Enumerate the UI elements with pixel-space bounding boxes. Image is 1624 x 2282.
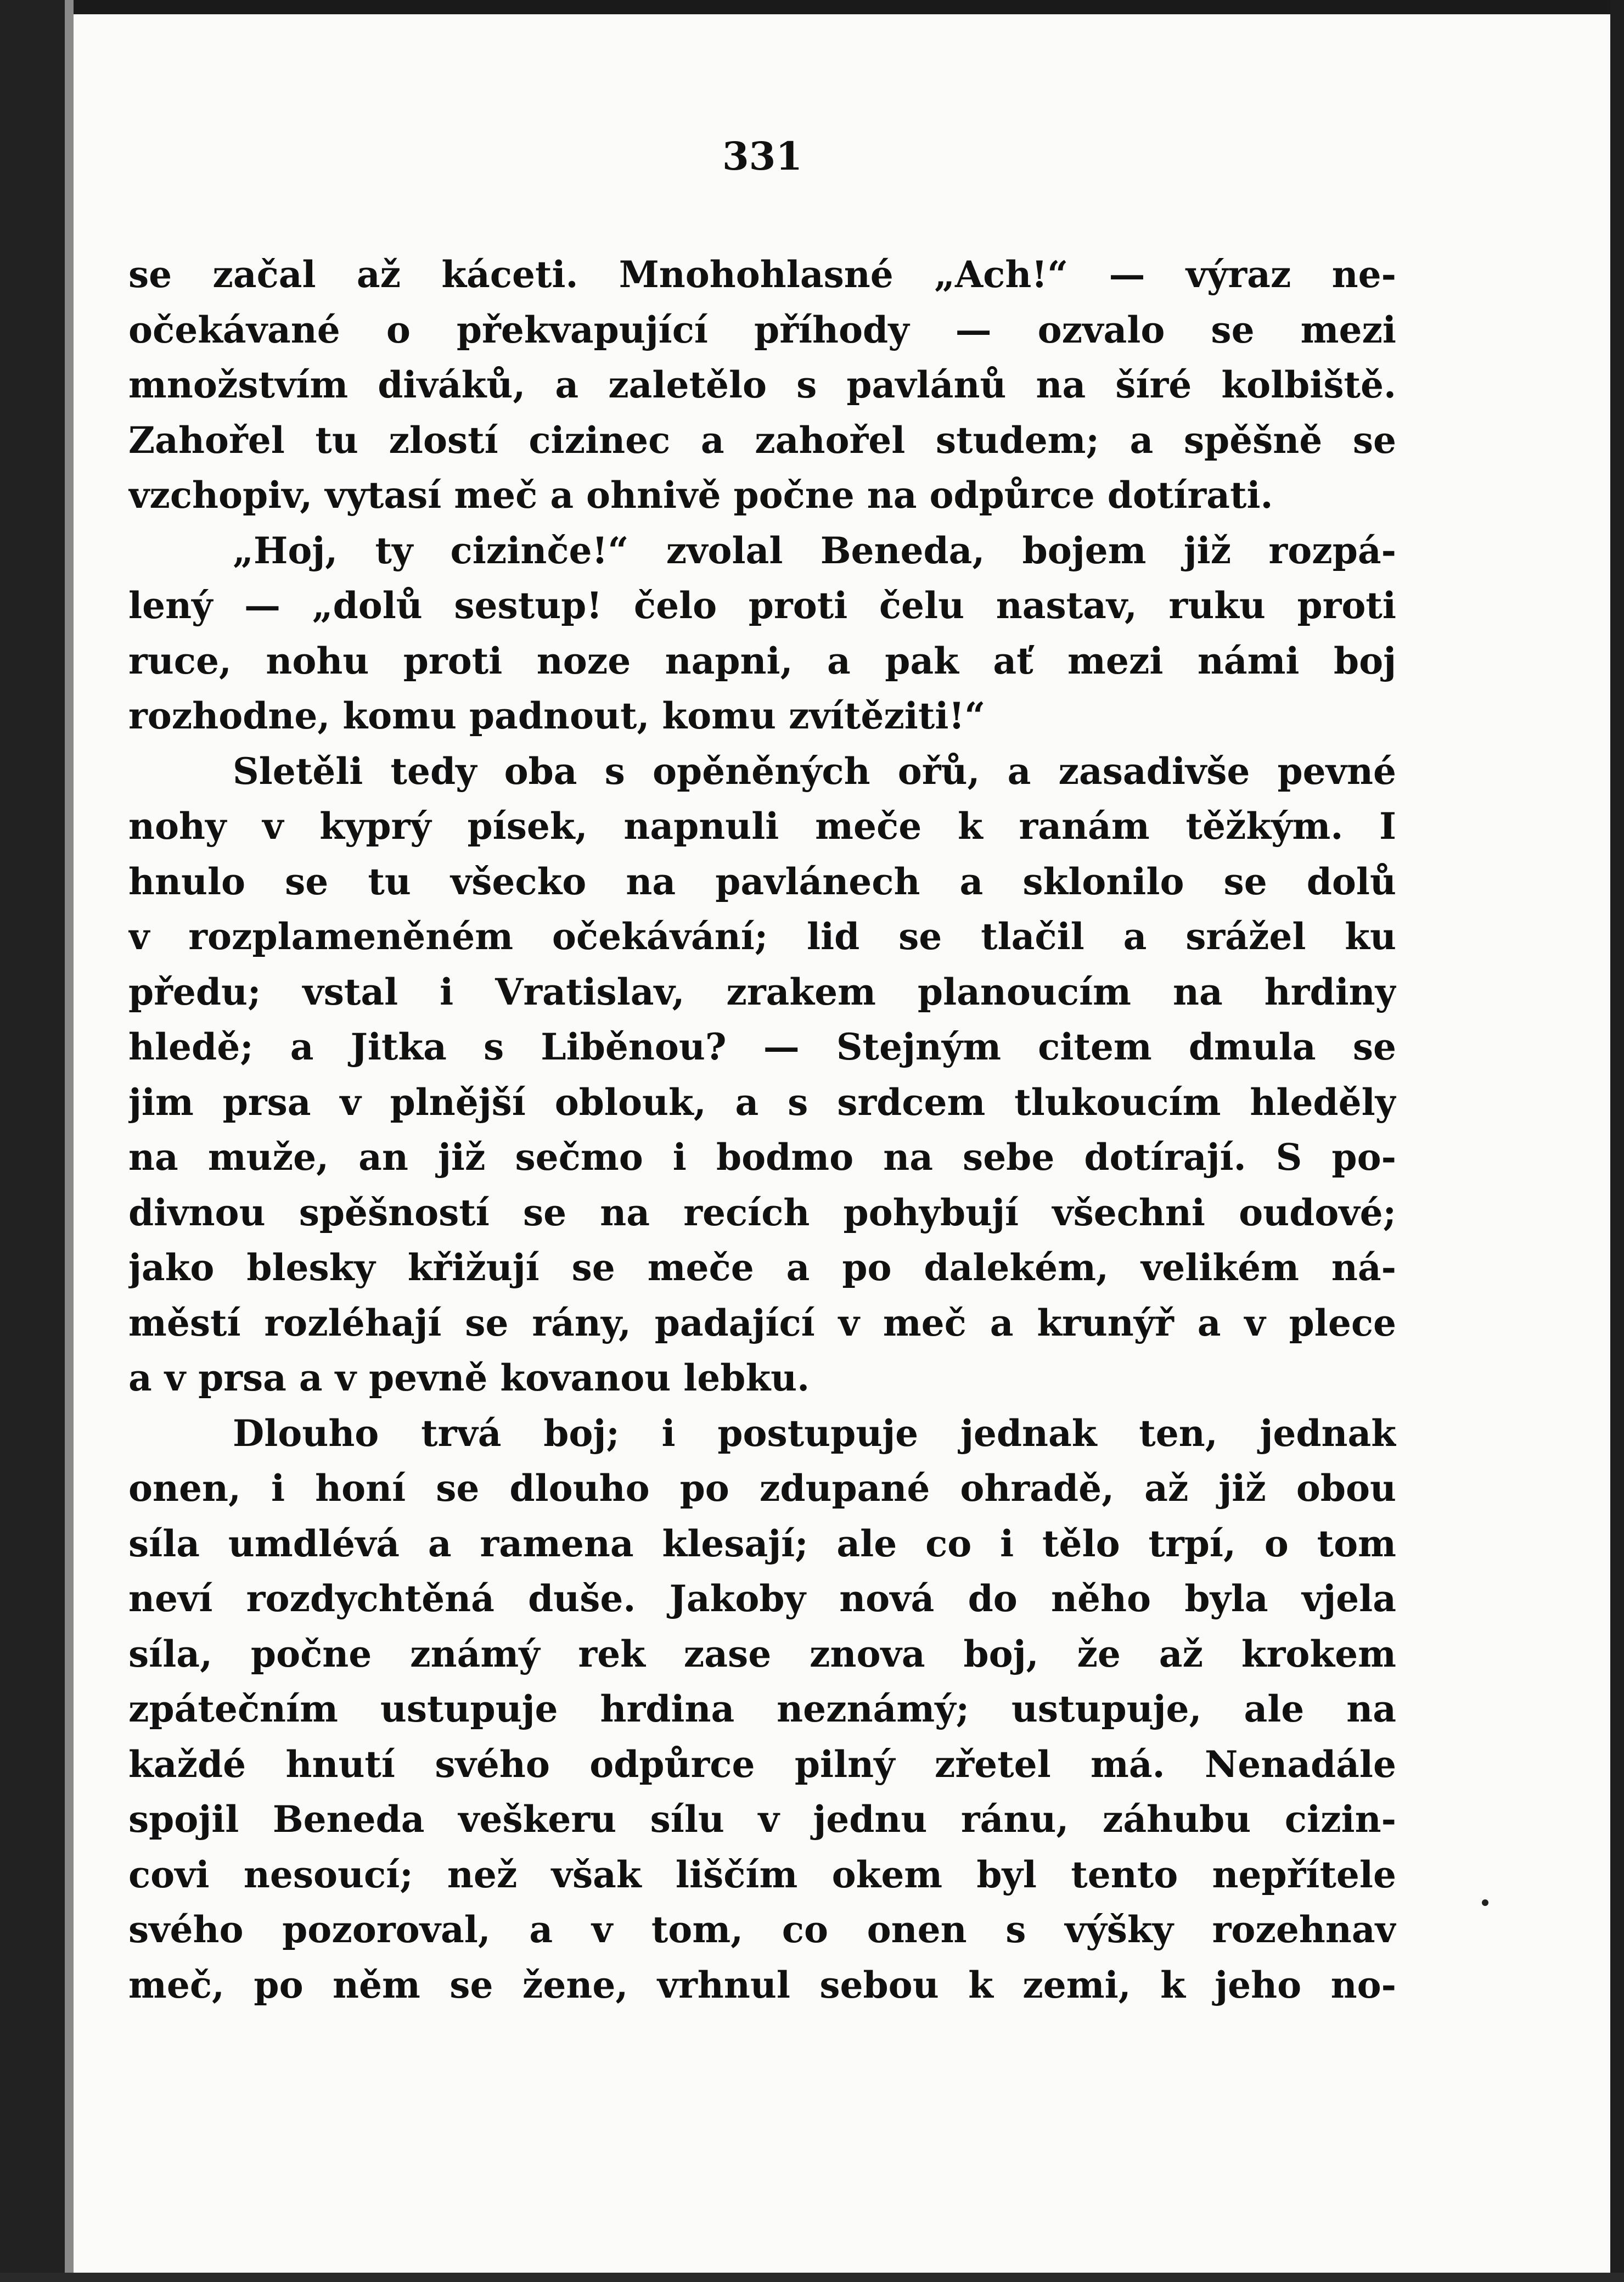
text-line: lený — „dolů sestup! čelo proti čelu nastav, ruku proti	[128, 584, 1396, 627]
text-line: divnou spěšností se na recích pohybují všechni oudové;	[128, 1191, 1396, 1234]
text-line: nohy v kyprý písek, napnuli meče k ranám těžkým. I	[128, 805, 1396, 848]
text-line: předu; vstal i Vratislav, zrakem planoucím na hrdiny	[128, 970, 1396, 1013]
text-line: a v prsa a v pevně kovanou lebku.	[128, 1356, 810, 1399]
text-line: městí rozléhají se rány, padající v meč a krunýř a v plece	[128, 1301, 1396, 1344]
text-line: jim prsa v plnější oblouk, a s srdcem tlukoucím hleděly	[128, 1080, 1396, 1124]
text-line: síla umdlévá a ramena klesají; ale co i tělo trpí, o tom	[128, 1522, 1396, 1565]
text-line: covi nesoucí; než však liščím okem byl tento nepřítele	[128, 1853, 1396, 1896]
scan-speck	[1482, 1899, 1488, 1906]
scan-border-bottom	[0, 2273, 1624, 2282]
text-line: neví rozdychtěná duše. Jakoby nová do něho byla vjela	[128, 1577, 1396, 1620]
book-page	[128, 132, 1396, 2012]
scan-border-right	[1610, 0, 1624, 2282]
text-line: Sletěli tedy oba s opěněných ořů, a zasadivše pevné	[233, 749, 1396, 793]
text-line: spojil Beneda veškeru sílu v jednu ránu, záhubu cizin-	[128, 1798, 1396, 1841]
text-line: ruce, nohu proti noze napni, a pak ať mezi námi boj	[128, 639, 1396, 682]
text-line: Zahořel tu zlostí cizinec a zahořel studem; a spěšně se	[128, 418, 1396, 462]
text-line: síla, počne známý rek zase znova boj, že až krokem	[128, 1632, 1396, 1675]
text-line: vzchopiv, vytasí meč a ohnivě počne na odpůrce dotírati.	[128, 474, 1273, 517]
text-line: v rozplameněném očekávání; lid se tlačil a srážel ku	[128, 915, 1396, 958]
text-line: každé hnutí svého odpůrce pilný zřetel má. Nenadále	[128, 1742, 1396, 1786]
text-line: Dlouho trvá boj; i postupuje jednak ten, jednak	[233, 1411, 1396, 1455]
scan-border-top	[0, 0, 1624, 14]
text-line: meč, po něm se žene, vrhnul sebou k zemi, k jeho no-	[128, 1963, 1396, 2006]
scan-border-left	[0, 0, 65, 2282]
page-number: 331	[722, 133, 803, 179]
text-line: hledě; a Jitka s Liběnou? — Stejným citem dmula se	[128, 1025, 1396, 1068]
text-line: jako blesky křižují se meče a po dalekém, velikém ná-	[128, 1246, 1396, 1289]
text-line: množstvím diváků, a zaletělo s pavlánů na šíré kolbiště.	[128, 363, 1396, 406]
text-line: onen, i honí se dlouho po zdupané ohradě, až již obou	[128, 1467, 1396, 1510]
text-line: svého pozoroval, a v tom, co onen s výšky rozehnav	[128, 1908, 1396, 1951]
page-text-body	[128, 247, 1396, 2012]
text-line: se začal až káceti. Mnohohlasné „Ach!“ — výraz ne-	[128, 253, 1396, 296]
text-line: hnulo se tu všecko na pavlánech a sklonilo se dolů	[128, 860, 1396, 903]
text-line: na muže, an již sečmo i bodmo na sebe dotírají. S po-	[128, 1136, 1396, 1179]
book-gutter-shadow	[65, 0, 74, 2282]
text-line: „Hoj, ty cizinče!“ zvolal Beneda, bojem již rozpá-	[233, 529, 1396, 572]
text-line: rozhodne, komu padnout, komu zvítěziti!“	[128, 694, 986, 737]
text-line: zpátečním ustupuje hrdina neznámý; ustupuje, ale na	[128, 1687, 1396, 1730]
text-line: očekávané o překvapující příhody — ozvalo se mezi	[128, 308, 1396, 351]
